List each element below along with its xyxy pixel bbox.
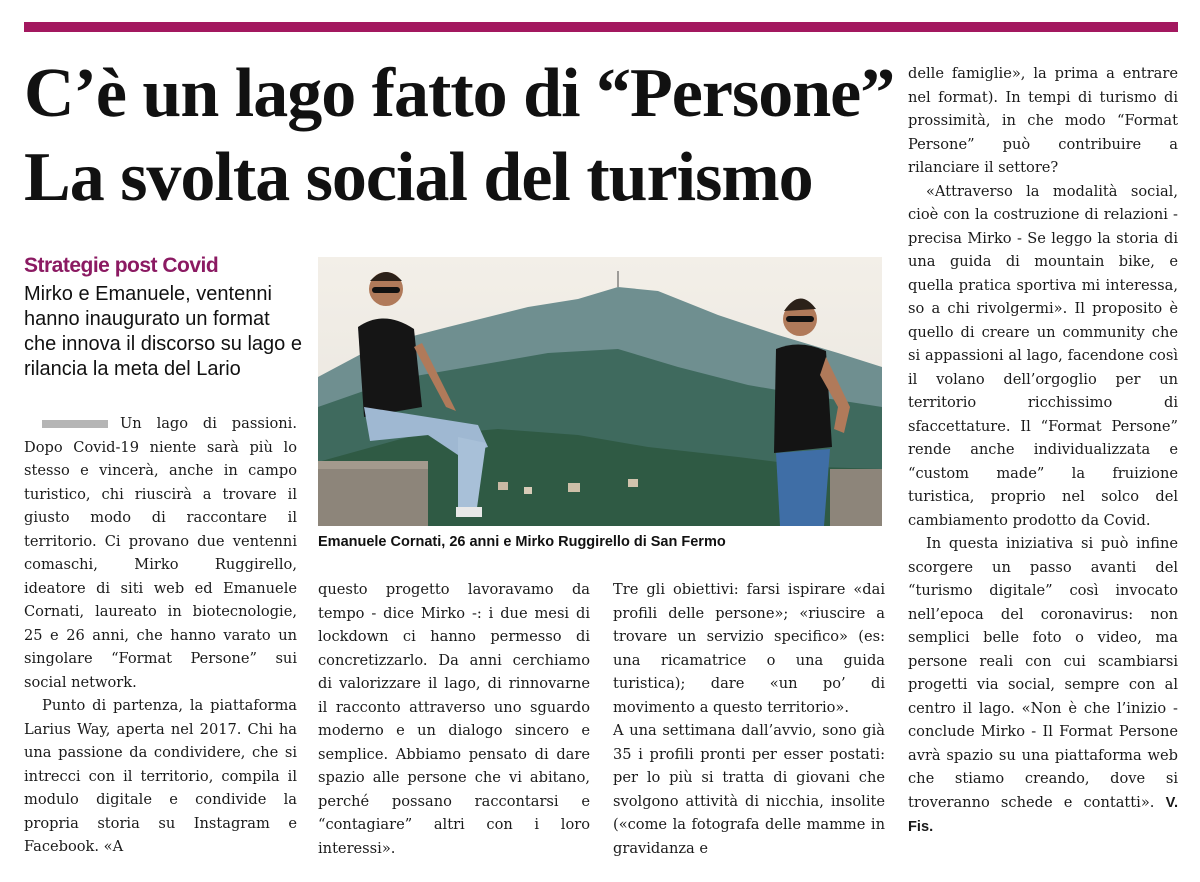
article-photo	[318, 257, 882, 526]
column-2-paragraph-1: questo progetto lavoravamo da tempo - dice Mirko -: i due mesi di lockdown ci hanno permesso di concretizzarlo. Da anni cerchiamo di valorizzare il lago, di rinnovarne il racconto attraverso uno sguardo moderno e un dialogo sincero e semplice. Abbiamo pensato di dare spazio alle persone che vi abitano, perché possano raccontarsi e “contagiare” altri con i loro interessi».	[318, 581, 590, 857]
column-4-paragraph-1: delle famiglie», la prima a entrare nel format). In tempi di turismo di prossimità, in che modo “Format Persone” può contribuire a rilanciare il settore?	[908, 65, 1178, 176]
headline	[24, 52, 895, 220]
headline-line-2: La svolta social del turismo	[24, 139, 813, 216]
article-column-1	[24, 412, 297, 859]
photo-caption: Emanuele Cornati, 26 anni e Mirko Ruggirello di San Fermo	[318, 534, 726, 550]
column-3-paragraph-2: A una settimana dall’avvio, sono già 35 i profili pronti per esser postati: per lo più si tratta di giovani che svolgono attività di nicchia, insolite («come la fotografa delle mamme in gravidanza e	[613, 722, 885, 857]
column-3-paragraph-1: Tre gli obiettivi: farsi ispirare «dai profili delle persone»; «riuscire a trovare un servizio specifico» (es: una ricamatrice o una guida turistica); dare «un po’ di movimento a questo territorio».	[613, 581, 885, 716]
subhead: Mirko e Emanuele, ventenni hanno inaugurato un format che innova il discorso su lago e rilancia la meta del Lario	[24, 283, 302, 380]
column-4-paragraph-3-text: In questa iniziativa si può infine scorgere un passo avanti del “turismo digitale” così invocato nell’epoca del coronavirus: non semplici belle foto o video, ma persone reali con cui scambiarsi progetti via social, sempre con al centro il lago. «Non è che l’inizio - conclude Mirko - Il Format Persone avrà spazio su una piattaforma web che stiamo creando, dove si troveranno schede e contatti».	[908, 535, 1178, 811]
byline: V. Fis.	[908, 794, 1179, 835]
column-1-paragraph-1-text: Un lago di passioni. Dopo Covid-19 niente sarà più lo stesso e vincerà, anche in campo turistico, chi riuscirà a trovare il giusto modo di raccontare il territorio. Ci provano due ventenni comaschi, Mirko Ruggirello, ideatore di siti web ed Emanuele Cornati, laureato in biotecnologie, 25 e 26 anni, che hanno varato un singolare “Format Persone” sui social network.	[24, 415, 297, 691]
article-column-4	[908, 62, 1178, 840]
lead-marker	[42, 420, 108, 428]
article-column-2	[318, 578, 590, 860]
kicker: Strategie post Covid	[24, 254, 219, 277]
column-4-paragraph-2: «Attraverso la modalità social, cioè con la costruzione di relazioni - precisa Mirko - Se leggo la storia di una guida di mountain bike, e quella pratica sportiva mi interessa, so a chi rivolgermi». Il proposito è quello di creare un community che si appassioni al lago, facendone così il volano dell’orgoglio per un territorio ricchissimo di sfaccettature. Il “Format Persone” rende anche individualizzata e “custom made” la fruizione turistica, proprio nel solco del cambiamento prodotto da Covid.	[908, 182, 1178, 529]
article-column-3	[613, 578, 885, 860]
column-4-paragraph-3	[908, 532, 1178, 840]
headline-line-1: C’è un lago fatto di “Persone”	[24, 55, 895, 132]
photo-illustration	[318, 257, 882, 526]
top-accent-bar	[24, 22, 1178, 32]
column-1-paragraph-1	[24, 412, 297, 694]
column-1-paragraph-2: Punto di partenza, la piattaforma Larius Way, aperta nel 2017. Chi ha una passione da condividere, che si intrecci con il territorio, compila il modulo digitale e condivide la propria storia su Instagram e Facebook. «A	[24, 697, 297, 855]
